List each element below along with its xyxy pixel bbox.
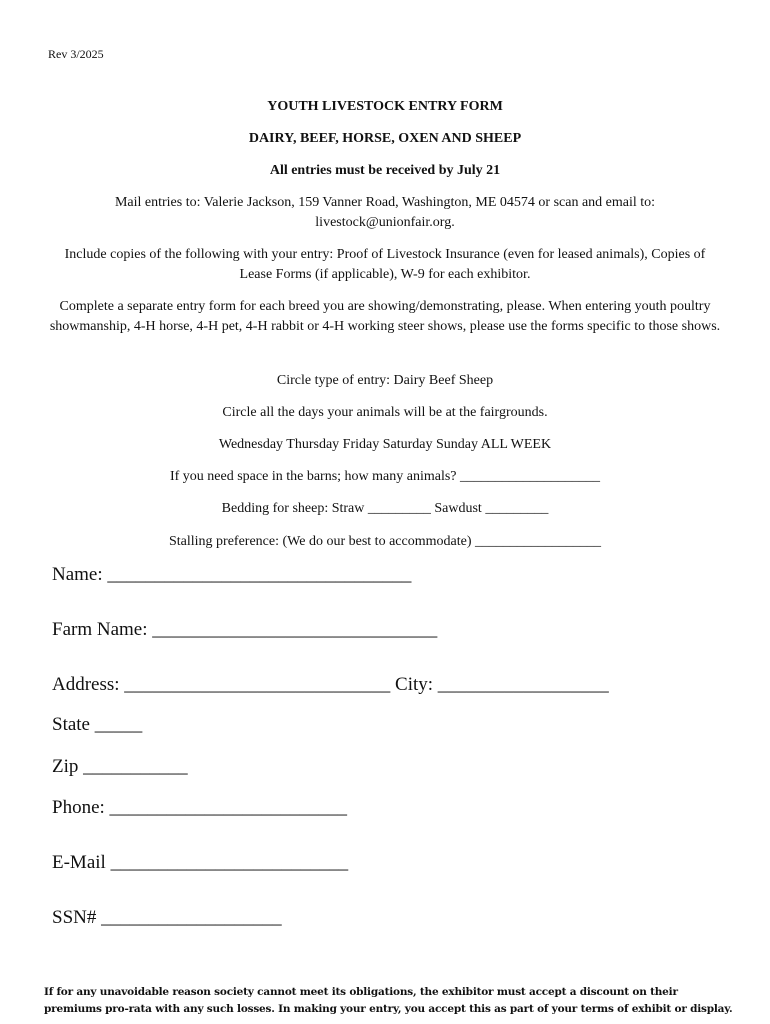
revision-label: Rev 3/2025 xyxy=(48,47,104,61)
form-title: YOUTH LIVESTOCK ENTRY FORM xyxy=(267,99,503,114)
bedding-field[interactable]: Bedding for sheep: Straw _________ Sawdust _________ xyxy=(221,501,549,516)
days-options[interactable]: Wednesday Thursday Friday Saturday Sunday ALL WEEK xyxy=(218,437,552,452)
include-instructions: Include copies of the following with your entry: Proof of Livestock Insurance (even for leased animals), Copies of Lease Forms (if applicable), W-9 for each exhibitor. xyxy=(64,247,706,282)
state-field[interactable]: State _____ xyxy=(52,714,143,735)
name-field[interactable]: Name: ________________________________ xyxy=(52,564,412,585)
days-prompt: Circle all the days your animals will be at the fairgrounds. xyxy=(222,405,548,420)
farm-name-field[interactable]: Farm Name: ______________________________ xyxy=(52,619,438,640)
email-field[interactable]: E-Mail _________________________ xyxy=(52,852,349,873)
footer-disclaimer: If for any unavoidable reason society cannot meet its obligations, the exhibitor must accept a discount on their premiums pro-rata with any such losses. In making your entry, you accept this as part of your terms of exhibit or display. xyxy=(44,986,733,1015)
phone-field[interactable]: Phone: _________________________ xyxy=(52,797,348,818)
form-subtitle: DAIRY, BEEF, HORSE, OXEN AND SHEEP xyxy=(248,131,522,146)
barn-space-field[interactable]: If you need space in the barns; how many animals? ____________________ xyxy=(169,469,601,484)
ssn-field[interactable]: SSN# ___________________ xyxy=(52,907,282,928)
mail-instructions: Mail entries to: Valerie Jackson, 159 Vanner Road, Washington, ME 04574 or scan and email to: livestock@unionfair.org. xyxy=(114,195,656,230)
zip-field[interactable]: Zip ___________ xyxy=(52,756,188,777)
deadline-notice: All entries must be received by July 21 xyxy=(269,163,501,178)
stalling-field[interactable]: Stalling preference: (We do our best to accommodate) __________________ xyxy=(169,534,601,549)
separate-form-instructions: Complete a separate entry form for each breed you are showing/demonstrating, please. When entering youth poultry showmanship, 4-H horse, 4-H pet, 4-H rabbit or 4-H working steer shows, please use the forms specific to those shows. xyxy=(49,299,721,334)
address-city-field[interactable]: Address: ____________________________ City: __________________ xyxy=(52,674,609,695)
entry-type-line[interactable]: Circle type of entry: Dairy Beef Sheep xyxy=(276,373,494,388)
